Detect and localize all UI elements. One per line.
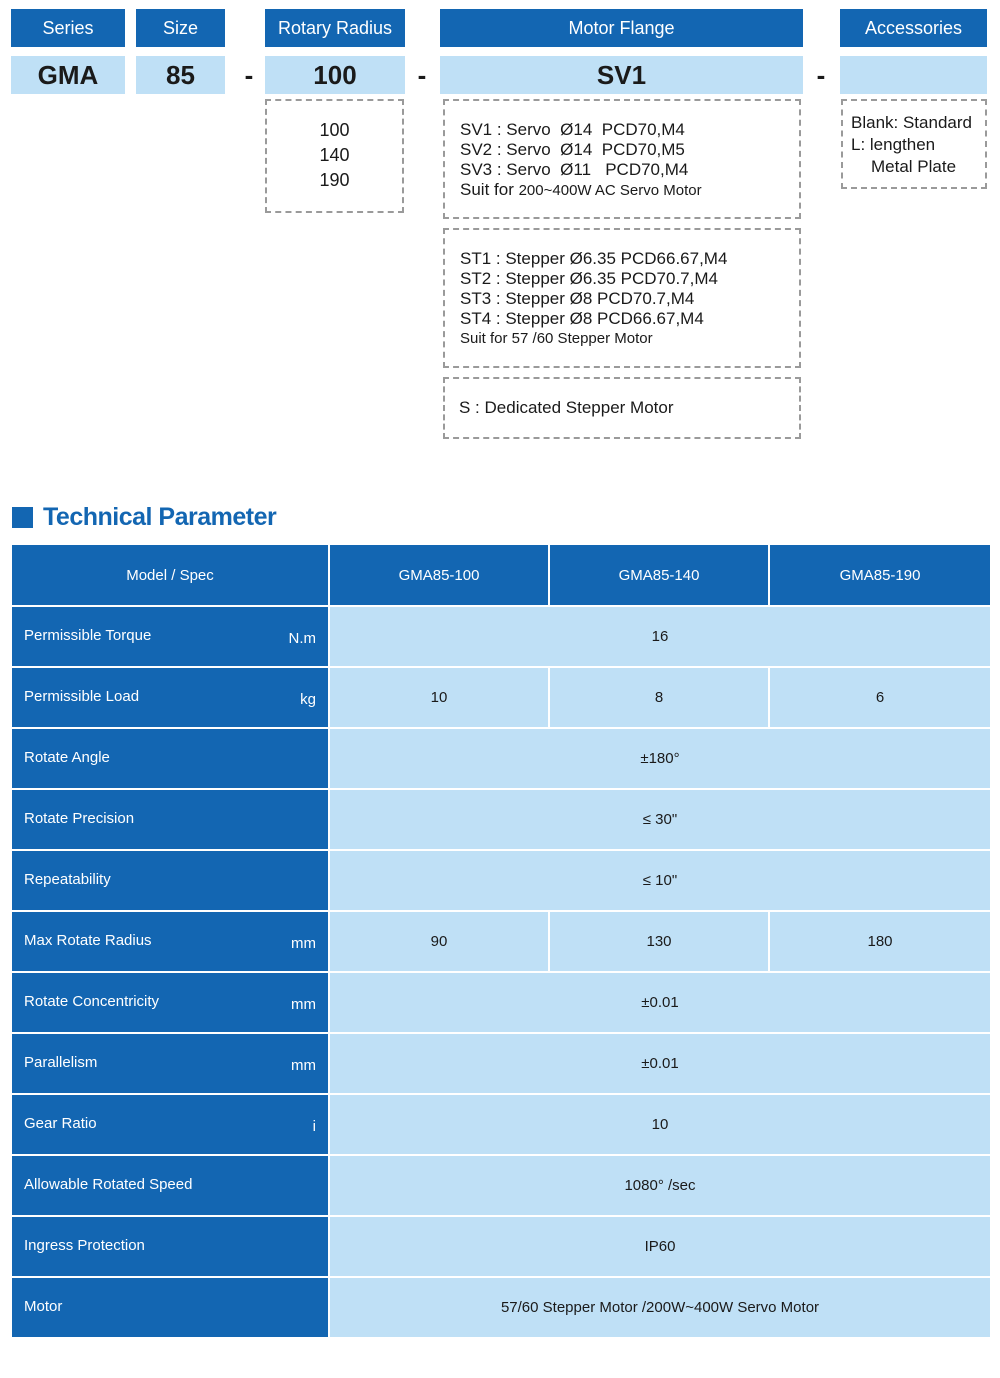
row-label: Permissible Torque xyxy=(24,626,152,644)
table-cell: 8 xyxy=(549,667,769,728)
row-label-cell xyxy=(11,972,329,1033)
table-cell: ±0.01 xyxy=(329,972,991,1033)
size-header: Size xyxy=(136,9,225,47)
table-cell: 180 xyxy=(769,911,991,972)
series-value: GMA xyxy=(11,56,125,94)
square-bullet-icon xyxy=(12,507,33,528)
section-title xyxy=(12,502,276,532)
motor-flange-header: Motor Flange xyxy=(440,9,803,47)
series-header: Series xyxy=(11,9,125,47)
table-row xyxy=(11,1277,991,1338)
size-value: 85 xyxy=(136,56,225,94)
radius-option: 190 xyxy=(319,170,350,190)
row-unit: mm xyxy=(291,934,316,952)
row-label: Permissible Load xyxy=(24,687,140,705)
radius-option: 140 xyxy=(319,145,350,165)
table-row xyxy=(11,789,991,850)
separator-dash: - xyxy=(816,59,826,90)
row-label-cell xyxy=(11,728,329,789)
row-label: Ingress Protection xyxy=(24,1236,145,1254)
row-label-cell xyxy=(11,606,329,667)
section-title-text: Technical Parameter xyxy=(43,502,277,531)
table-cell: 130 xyxy=(549,911,769,972)
row-label-cell xyxy=(11,1094,329,1155)
row-label: Allowable Rotated Speed xyxy=(24,1175,193,1193)
row-label-cell xyxy=(11,1033,329,1094)
separator-dash: - xyxy=(417,59,427,90)
table-cell: ±0.01 xyxy=(329,1033,991,1094)
accessory-option: Blank: Standard xyxy=(851,113,972,132)
table-header-row xyxy=(11,544,991,606)
row-unit: mm xyxy=(291,1056,316,1074)
table-cell: 10 xyxy=(329,667,549,728)
stepper-options-box xyxy=(443,228,801,368)
row-label-cell xyxy=(11,667,329,728)
row-label: Rotate Precision xyxy=(24,809,135,827)
stepper-suit-text: Suit for 57 /60 Stepper Motor xyxy=(460,330,653,347)
table-row xyxy=(11,667,991,728)
row-label-cell xyxy=(11,911,329,972)
accessories-options-box xyxy=(841,99,987,189)
servo-option: SV3 : Servo Ø11 PCD70,M4 xyxy=(460,160,689,179)
table-cell: 10 xyxy=(329,1094,991,1155)
accessories-value xyxy=(840,56,987,94)
stepper-option: ST4 : Stepper Ø8 PCD66.67,M4 xyxy=(460,309,704,328)
table-cell: 1080° /sec xyxy=(329,1155,991,1216)
row-label: Gear Ratio xyxy=(24,1114,97,1132)
table-cell: 90 xyxy=(329,911,549,972)
column-header: GMA85-140 xyxy=(549,544,769,606)
table-row xyxy=(11,1033,991,1094)
table-row xyxy=(11,728,991,789)
row-label: Motor xyxy=(24,1297,63,1315)
row-label: Rotate Concentricity xyxy=(24,992,160,1010)
row-label-cell xyxy=(11,1155,329,1216)
rotary-radius-header: Rotary Radius xyxy=(265,9,405,47)
stepper-option: ST3 : Stepper Ø8 PCD70.7,M4 xyxy=(460,289,695,308)
spec-table xyxy=(10,543,992,1339)
row-unit: i xyxy=(312,1117,316,1135)
radius-options-box xyxy=(265,99,404,213)
stepper-option: ST2 : Stepper Ø6.35 PCD70.7,M4 xyxy=(460,269,718,288)
row-unit: mm xyxy=(291,995,316,1013)
table-cell: IP60 xyxy=(329,1216,991,1277)
servo-option: SV2 : Servo Ø14 PCD70,M5 xyxy=(460,140,685,159)
row-label-cell xyxy=(11,1277,329,1338)
table-row xyxy=(11,606,991,667)
accessories-header: Accessories xyxy=(840,9,987,47)
accessory-option: Metal Plate xyxy=(871,157,957,176)
row-unit: N.m xyxy=(288,629,316,647)
table-cell: 57/60 Stepper Motor /200W~400W Servo Motor xyxy=(329,1277,991,1338)
table-row xyxy=(11,850,991,911)
row-label: Rotate Angle xyxy=(24,748,110,766)
table-cell: ≤ 30" xyxy=(329,789,991,850)
row-label-cell xyxy=(11,850,329,911)
motor-flange-value: SV1 xyxy=(440,56,803,94)
servo-options-box xyxy=(443,99,801,219)
dedicated-option-box xyxy=(443,377,801,439)
servo-suit-prefix: Suit for xyxy=(460,180,519,199)
rotary-radius-value: 100 xyxy=(265,56,405,94)
table-cell: 6 xyxy=(769,667,991,728)
column-header: GMA85-100 xyxy=(329,544,549,606)
row-label-cell xyxy=(11,1216,329,1277)
row-label: Repeatability xyxy=(24,870,111,888)
servo-option: SV1 : Servo Ø14 PCD70,M4 xyxy=(460,120,685,139)
table-row xyxy=(11,1216,991,1277)
stepper-option: ST1 : Stepper Ø6.35 PCD66.67,M4 xyxy=(460,249,728,268)
separator-dash: - xyxy=(244,59,254,90)
row-label: Parallelism xyxy=(24,1053,98,1071)
table-cell: ≤ 10" xyxy=(329,850,991,911)
servo-suit-text: 200~400W AC Servo Motor xyxy=(518,182,702,199)
radius-option: 100 xyxy=(319,120,350,140)
table-cell: 16 xyxy=(329,606,991,667)
table-row xyxy=(11,972,991,1033)
row-label: Max Rotate Radius xyxy=(24,931,152,949)
accessory-option: L: lengthen xyxy=(851,135,936,154)
dedicated-option: S : Dedicated Stepper Motor xyxy=(459,398,674,417)
row-label-cell xyxy=(11,789,329,850)
row-unit: kg xyxy=(300,690,316,708)
table-row xyxy=(11,1155,991,1216)
table-row xyxy=(11,1094,991,1155)
column-header: GMA85-190 xyxy=(769,544,991,606)
table-cell: ±180° xyxy=(329,728,991,789)
table-row xyxy=(11,911,991,972)
column-header: Model / Spec xyxy=(11,544,329,606)
